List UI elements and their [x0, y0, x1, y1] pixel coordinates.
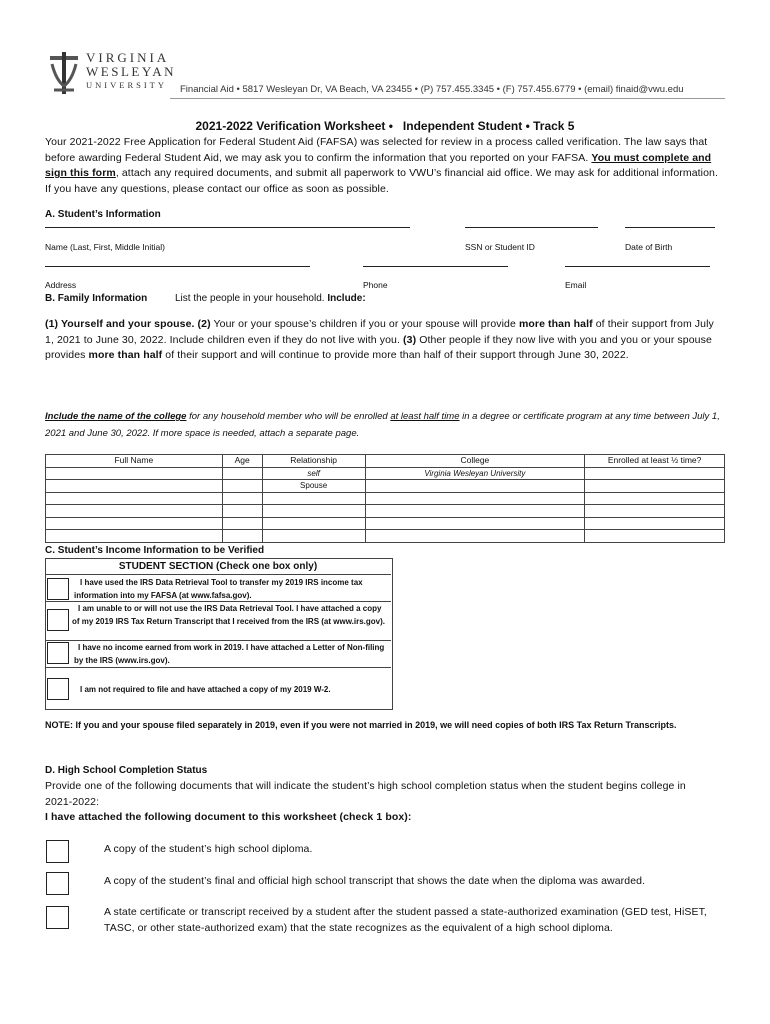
col-relationship: Relationship: [262, 455, 365, 468]
household-part-1g: more than half: [88, 349, 163, 361]
table-cell[interactable]: [222, 492, 262, 505]
income-option-4-checkbox[interactable]: [47, 678, 69, 700]
income-option-3-label: I have no income earned from work in 2019. I have attached a Letter of Non-filing by the IRS (www.irs.gov).: [74, 643, 385, 665]
table-cell[interactable]: [222, 517, 262, 530]
income-option-2-checkbox[interactable]: [47, 609, 69, 631]
phone-label: Phone: [363, 280, 388, 290]
table-cell[interactable]: [585, 530, 725, 543]
col-college: College: [365, 455, 585, 468]
intro-text-2: , attach any required documents, and submit all paperwork to VWU’s financial aid office. We may ask for additional information. If you have any questions, please contact our office as soon as possible.: [45, 167, 718, 195]
table-cell[interactable]: [365, 505, 585, 518]
logo-line3: UNIVERSITY: [86, 80, 167, 90]
diploma-checkbox[interactable]: [46, 840, 69, 863]
table-cell[interactable]: [222, 480, 262, 493]
section-b-include: Include:: [327, 293, 366, 304]
state-certificate-option-label: A state certificate or transcript received by a student after the student passed a state-authorized examination (GED test, HiSET, TASC, or other state-authorized exam) that the state recognizes as the equivalent of a high school diploma.: [104, 906, 707, 934]
household-instructions: [45, 317, 725, 364]
logo-line2: WESLEYAN: [86, 64, 177, 79]
table-cell[interactable]: [46, 517, 223, 530]
table-cell[interactable]: [262, 530, 365, 543]
section-b-lead: [175, 293, 366, 304]
col-enrolled: Enrolled at least ½ time?: [585, 455, 725, 468]
household-part-1c: more than half: [518, 318, 593, 330]
logo-emblem-icon: [46, 50, 82, 96]
income-option-1-checkbox[interactable]: [47, 578, 69, 600]
col-full-name: Full Name: [46, 455, 223, 468]
section-a-heading: A. Student’s Information: [45, 209, 161, 220]
col-age: Age: [222, 455, 262, 468]
table-cell[interactable]: [585, 480, 725, 493]
table-row: [46, 530, 725, 543]
intro-emphasis: You must complete and sign this form: [45, 151, 712, 179]
table-cell[interactable]: [222, 505, 262, 518]
section-d-heading: D. High School Completion Status: [45, 765, 208, 776]
college-note-a: for any household member who will be enrolled: [186, 411, 391, 422]
table-cell[interactable]: [585, 467, 725, 480]
section-b-heading: B. Family Information: [45, 293, 148, 304]
table-row: [46, 467, 725, 480]
college-note: [45, 408, 725, 442]
dob-label: Date of Birth: [625, 242, 673, 252]
table-row: [46, 517, 725, 530]
household-table-header: [46, 455, 725, 468]
logo-line1: VIRGINIA: [86, 50, 170, 65]
section-b-lead-text: List the people in your household.: [175, 293, 328, 304]
table-cell[interactable]: [365, 517, 585, 530]
table-cell[interactable]: [222, 467, 262, 480]
phone-field[interactable]: [363, 266, 508, 267]
table-cell[interactable]: [585, 492, 725, 505]
transcript-checkbox[interactable]: [46, 872, 69, 895]
state-certificate-checkbox[interactable]: [46, 906, 69, 929]
household-part-1e: (3): [403, 333, 417, 346]
transcript-option-label: A copy of the student’s final and official high school transcript that shows the date when the diploma was awarded.: [104, 875, 646, 887]
box-divider-1: [45, 574, 391, 575]
email-label: Email: [565, 280, 587, 290]
dob-field[interactable]: [625, 227, 715, 228]
table-cell[interactable]: [46, 530, 223, 543]
table-cell[interactable]: [262, 517, 365, 530]
table-cell[interactable]: [365, 492, 585, 505]
table-cell: Spouse: [262, 480, 365, 493]
email-field[interactable]: [565, 266, 710, 267]
intro-text-1: Your 2021-2022 Free Application for Federal Student Aid (FAFSA) was selected for review in a process called verification. The law says that before awarding Federal Student Aid, we may ask you to confirm the information that you reported on your FAFSA.: [45, 136, 708, 164]
table-row: [46, 505, 725, 518]
table-cell[interactable]: [365, 480, 585, 493]
address-field[interactable]: [45, 266, 310, 267]
table-cell[interactable]: [262, 505, 365, 518]
contact-line: Financial Aid • 5817 Wesleyan Dr, VA Beach, VA 23455 • (P) 757.455.3345 • (F) 757.455.6779 • (email) finaid@vwu.edu: [180, 84, 684, 95]
table-cell: Virginia Wesleyan University: [365, 467, 585, 480]
income-option-2-label: I am unable to or will not use the IRS Data Retrieval Tool. I have attached a copy of my 2019 IRS Tax Return Transcript that I received from the IRS (at www.irs.gov).: [72, 604, 385, 626]
section-d-instruction: I have attached the following document to this worksheet (check 1 box):: [45, 811, 412, 823]
college-note-b: in a degree or certificate program at any time between July 1, 2021 and June 30, 2022. If more space is needed, attach a separate page.: [45, 411, 720, 439]
section-c-heading: C. Student’s Income Information to be Verified: [45, 545, 265, 556]
household-part-1a: (1) Yourself and your spouse. (2): [45, 318, 211, 330]
table-cell[interactable]: [46, 505, 223, 518]
intro-paragraph: [45, 135, 725, 197]
table-row: [46, 492, 725, 505]
address-label: Address: [45, 280, 77, 290]
college-note-u1: Include the name of the college: [45, 411, 187, 422]
table-cell[interactable]: [46, 480, 223, 493]
diploma-option-label: A copy of the student’s high school diploma.: [104, 843, 313, 855]
income-option-3-checkbox[interactable]: [47, 642, 69, 664]
household-part-1b: Your or your spouse’s children if you or your spouse will provide: [210, 318, 519, 330]
table-cell: self: [262, 467, 365, 480]
household-part-1f: Other people if they now live with you and you or your spouse provides: [45, 333, 712, 361]
table-cell[interactable]: [222, 530, 262, 543]
table-cell[interactable]: [585, 517, 725, 530]
university-logo: [46, 50, 177, 98]
header-rule: [170, 98, 725, 99]
table-cell[interactable]: [46, 467, 223, 480]
income-option-4-label: I am not required to file and have attached a copy of my 2019 W-2.: [80, 685, 331, 694]
household-table: [45, 454, 725, 543]
tax-note: NOTE: If you and your spouse filed separately in 2019, even if you were not married in 2019, we will need copies of both IRS Tax Return Transcripts.: [45, 720, 677, 730]
table-row: [46, 480, 725, 493]
table-cell[interactable]: [46, 492, 223, 505]
table-cell[interactable]: [585, 505, 725, 518]
name-field[interactable]: [45, 227, 410, 228]
page-title: 2021-2022 Verification Worksheet • Independent Student • Track 5: [195, 119, 575, 133]
college-note-u2: at least half time: [390, 411, 460, 422]
table-cell[interactable]: [365, 530, 585, 543]
table-cell[interactable]: [262, 492, 365, 505]
ssn-label: SSN or Student ID: [465, 242, 535, 252]
household-part-1h: of their support and will continue to provide more than half of their support through June 30, 2022.: [162, 349, 629, 361]
ssn-field[interactable]: [465, 227, 598, 228]
box-divider-4: [45, 667, 391, 668]
income-option-1-label: I have used the IRS Data Retrieval Tool to transfer my 2019 IRS income tax information into my FAFSA (at www.fafsa.gov).: [74, 578, 363, 600]
name-label: Name (Last, First, Middle Initial): [45, 242, 165, 252]
household-part-1d: of their support from July 1, 2021 to June 30, 2022. Include children even if they do not live with you.: [45, 318, 714, 346]
student-section-title: STUDENT SECTION (Check one box only): [118, 561, 318, 572]
section-d-intro: Provide one of the following documents that will indicate the student’s high school completion status when the student begins college in 2021-2022:: [45, 780, 686, 808]
